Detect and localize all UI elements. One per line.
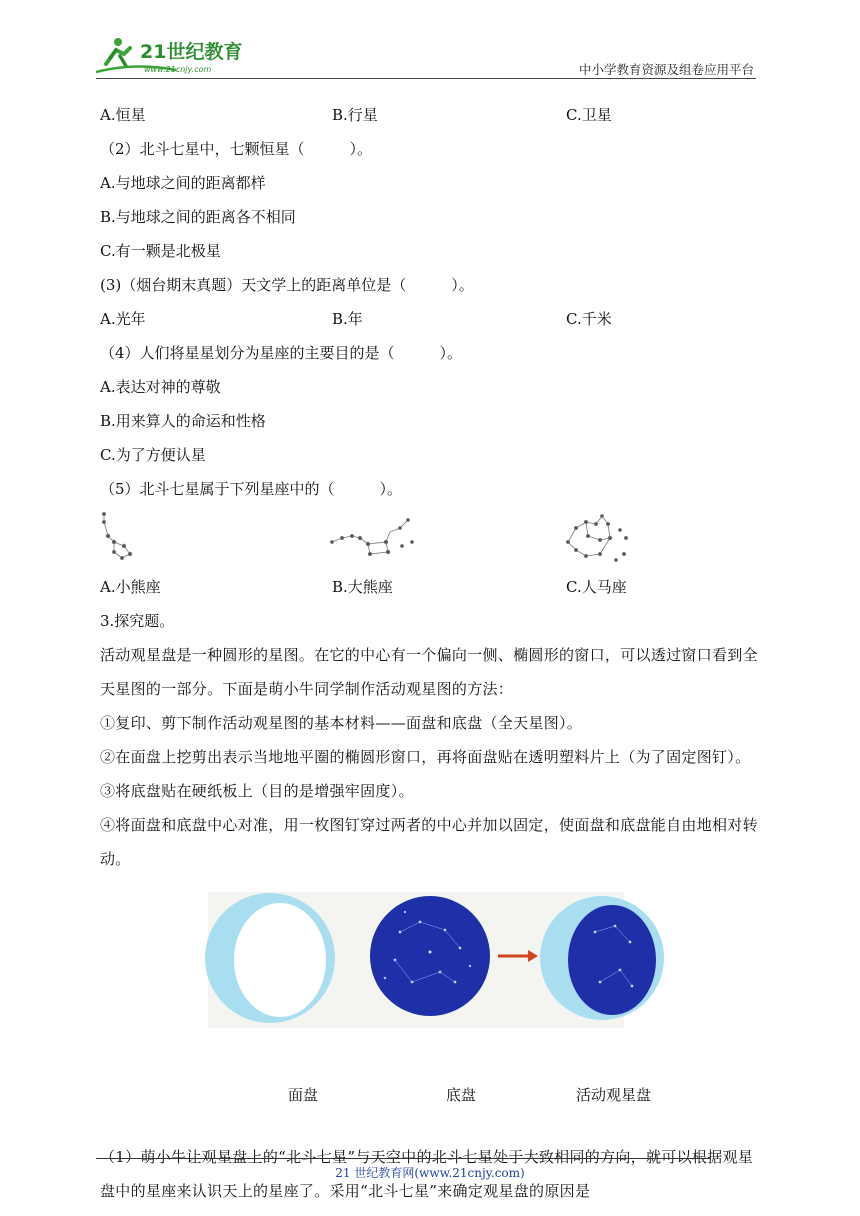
option-a: A.小熊座 (100, 578, 161, 596)
step-4: ④将面盘和底盘中心对准，用一枚图钉穿过两者的中心并加以固定，使面盘和底盘能自由地相对转动。 (100, 816, 758, 868)
step-1: ①复印、剪下制作活动观星图的基本材料——面盘和底盘（全天星图）。 (100, 714, 583, 732)
face-disc (205, 893, 335, 1023)
footer-text: 21 世纪教育网(www.21cnjy.com) (335, 1166, 525, 1180)
question-2-stem: （2）北斗七星中，七颗恒星（ ）。 (100, 140, 373, 158)
sagittarius-figure (564, 512, 640, 566)
constellation-figures (100, 512, 762, 566)
ursa-major-figure (328, 512, 418, 566)
option-b: B.行星 (332, 106, 378, 124)
question-4-stem: （4）人们将星星划分为星座的主要目的是（ ）。 (100, 344, 463, 362)
footer-divider (96, 1158, 710, 1159)
question-4-option-a: A.表达对神的尊敬 (100, 378, 221, 396)
header-divider (96, 78, 756, 79)
question-4-option-c: C.为了方便认星 (100, 446, 206, 464)
star-disc-illustration (100, 882, 762, 1078)
option-b: B.年 (332, 310, 363, 328)
prev-question-options (100, 98, 762, 132)
assembled-star-disc (540, 896, 664, 1020)
disc-captions (100, 1078, 762, 1118)
question-3-options (100, 302, 762, 336)
caption-face-disc: 面盘 (288, 1086, 319, 1104)
caption-assembled-disc: 活动观星盘 (576, 1086, 652, 1104)
option-a: A.恒星 (100, 106, 146, 124)
option-b: B.大熊座 (332, 578, 393, 596)
question-2-option-a: A.与地球之间的距离都样 (100, 174, 266, 192)
logo-text: 21世纪教育 (140, 41, 243, 63)
option-a: A.光年 (100, 310, 146, 328)
question-3-stem: (3)（烟台期末真题）天文学上的距离单位是（ ）。 (100, 276, 474, 294)
question-5-options (100, 570, 762, 604)
question-5-stem: （5）北斗七星属于下列星座中的（ ）。 (100, 480, 403, 498)
caption-base-disc: 底盘 (446, 1086, 477, 1104)
base-disc (370, 896, 490, 1016)
question-3-1: （1）萌小牛让观星盘上的“北斗七星”与天空中的北斗七星处于大致相同的方向，就可以根据观星盘中的星座来认识天上的星座了。采用“北斗七星”来确定观星盘的原因是 (100, 1148, 754, 1200)
step-2-3: ②在面盘上挖剪出表示当地地平圈的椭圆形窗口，再将面盘贴在透明塑料片上（为了固定图钉）。③将底盘贴在硬纸板上（目的是增强牢固度）。 (100, 748, 751, 800)
option-c: C.卫星 (566, 106, 612, 124)
logo-url: www.21cnjy.com (144, 65, 212, 74)
ursa-minor-figure (100, 512, 140, 566)
question-2-option-c: C.有一颗是北极星 (100, 242, 221, 260)
logo (96, 34, 266, 76)
option-c: C.千米 (566, 310, 612, 328)
star-discs (100, 882, 762, 1078)
question-4-option-b: B.用来算人的命运和性格 (100, 412, 266, 430)
question-2-option-b: B.与地球之间的距离各不相同 (100, 208, 296, 226)
option-c: C.人马座 (566, 578, 627, 596)
section-3-intro: 活动观星盘是一种圆形的星图。在它的中心有一个偏向一侧、椭圆形的窗口，可以透过窗口看到全天星图的一部分。下面是萌小牛同学制作活动观星图的方法： (100, 646, 758, 698)
section-3-title: 3.探究题。 (100, 612, 175, 630)
document-body (100, 98, 762, 1208)
header-platform-text: 中小学教育资源及组卷应用平台 (578, 62, 754, 77)
